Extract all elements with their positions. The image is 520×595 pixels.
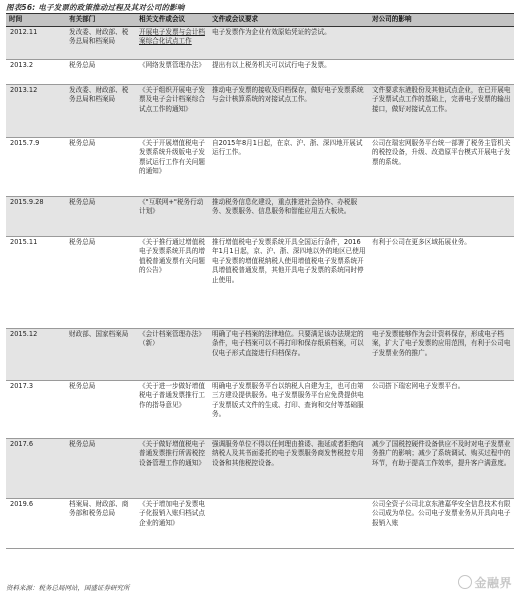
cell-doc: 《关于组织开展电子发票及电子会计档案综合试点工作的通知》	[136, 85, 209, 138]
table-body	[6, 27, 514, 549]
table-row	[6, 138, 514, 197]
cell-doc: 《关于推行通过增值税电子发票系统开具的增值税普通发票有关问题的公告》	[136, 237, 209, 329]
cell-dept: 税务总局	[66, 197, 136, 237]
header-dept: 有关部门	[66, 14, 136, 27]
table-row	[6, 85, 514, 138]
cell-doc: 《关于做好增值税电子普通发票推行所需税控设备管理工作的通知》	[136, 439, 209, 499]
cell-doc: 开展电子发票与会计档案综合化试点工作	[136, 27, 209, 60]
cell-impact	[369, 197, 514, 237]
cell-dept: 税务总局	[66, 60, 136, 85]
cell-req: 电子发票作为企业有效原始凭证的尝试。	[209, 27, 369, 60]
watermark-logo-icon	[458, 575, 472, 589]
cell-date: 2015.9.28	[6, 197, 66, 237]
cell-impact	[369, 27, 514, 60]
watermark	[458, 574, 512, 591]
cell-dept: 发改委、财政部、税务总局和档案局	[66, 85, 136, 138]
table-row	[6, 27, 514, 60]
cell-req: 推动电子发票的接收及归档保存，做好电子发票系统与会计核算系统的对接试点工作。	[209, 85, 369, 138]
cell-doc: 《关于进一步做好增值税电子普通发票推行工作的指导意见》	[136, 381, 209, 439]
cell-impact: 公司全资子公司北京东港嘉华安全信息技术有限公司成为单位。公司电子发票业务从开具向电子报销入账	[369, 499, 514, 549]
cell-impact: 减少了国税控硬件设备供应不及时对电子发票业务推广的影响；减少了系统调试、购买过程中的环节，有助于提高工作效率，提升客户满意度。	[369, 439, 514, 499]
header-req: 文件或会议要求	[209, 14, 369, 27]
cell-req	[209, 499, 369, 549]
cell-dept: 税务总局	[66, 237, 136, 329]
table-row	[6, 60, 514, 85]
cell-dept: 档案局、财政部、商务部和税务总局	[66, 499, 136, 549]
cell-req: 提出有以上税务机关可以试行电子发票。	[209, 60, 369, 85]
cell-impact: 公司在瑞宏网服务平台统一部署了税务主管机关的税控设备，升级、改造原平台模式开展电子发票的系统。	[369, 138, 514, 197]
cell-doc: 《网络发票管理办法》	[136, 60, 209, 85]
table-header-row	[6, 14, 514, 27]
cell-doc: 《会计档案管理办法》（新）	[136, 329, 209, 381]
cell-req: 推行增值税电子发票系统开具全国运行条件，2016年1月1日起，京、沪、浙、深四地以外的地区已使用电子发票的增值税纳税人使用增值税电子发票系统开具增值税普通发票，其他开具电子发票的系统同时停止使用。	[209, 237, 369, 329]
cell-dept: 财政部、国家档案局	[66, 329, 136, 381]
cell-impact: 电子发票能够作为会计资料保存，形成电子档案，扩大了电子发票的应用范围，有利于公司电子发票业务的推广。	[369, 329, 514, 381]
cell-doc: 《关于开展增值税电子发票系统升级版电子发票试运行工作有关问题的通知》	[136, 138, 209, 197]
cell-date: 2015.11	[6, 237, 66, 329]
table-row	[6, 439, 514, 499]
cell-dept: 税务总局	[66, 138, 136, 197]
table-row	[6, 329, 514, 381]
cell-date: 2015.7.9	[6, 138, 66, 197]
cell-date: 2019.6	[6, 499, 66, 549]
cell-req: 明确电子发票服务平台以纳税人自建为主，也可由第三方建设提供服务。电子发票服务平台应免费提供电子发票版式文件的生成、打印、查询和交付等基础服务。	[209, 381, 369, 439]
watermark-text: 金融界	[474, 576, 512, 590]
cell-req: 明确了电子档案的法律地位。只要满足该办法规定的条件，电子档案可以不再打印和保存纸质档案，可以仅电子形式直接进行归档保存。	[209, 329, 369, 381]
header-doc: 相关文件或会议	[136, 14, 209, 27]
cell-date: 2013.2	[6, 60, 66, 85]
cell-dept: 发改委、财政部、税务总局和档案局	[66, 27, 136, 60]
cell-dept: 税务总局	[66, 439, 136, 499]
cell-req: 推动税务信息化建设，重点推进社会协作、办税服务、发票服务、信息服务和智能应用五大板块。	[209, 197, 369, 237]
cell-date: 2015.12	[6, 329, 66, 381]
cell-impact: 公司搭下瑞宏网电子发票平台。	[369, 381, 514, 439]
header-impact: 对公司的影响	[369, 14, 514, 27]
cell-date: 2012.11	[6, 27, 66, 60]
table-row	[6, 237, 514, 329]
cell-req: 强调服务单位不得以任何理由推诿、拖延或者拒绝向纳税人及其书面委托的电子发票服务商发售税控专用设备和其他税控设备。	[209, 439, 369, 499]
source-footnote: 资料来源：税务总局网站，国盛证券研究所	[6, 584, 130, 592]
cell-doc: 《关于增加电子发票电子化报销入账归档试点企业的通知》	[136, 499, 209, 549]
cell-date: 2017.6	[6, 439, 66, 499]
policy-table	[6, 13, 514, 549]
cell-doc: 《"互联网+"税务行动计划》	[136, 197, 209, 237]
cell-impact	[369, 60, 514, 85]
header-date: 时间	[6, 14, 66, 27]
cell-date: 2017.3	[6, 381, 66, 439]
table-row	[6, 381, 514, 439]
table-row	[6, 499, 514, 549]
cell-impact: 有利于公司在更多区域拓展业务。	[369, 237, 514, 329]
cell-dept: 税务总局	[66, 381, 136, 439]
cell-req: 自2015年8月1日起，在京、沪、浙、深四地开展试运行工作。	[209, 138, 369, 197]
cell-date: 2013.12	[6, 85, 66, 138]
cell-impact: 文件要求东港股份及其他试点企业，在已开展电子发票试点工作的基础上，完善电子发票的输出接口，做好对接试点工作。	[369, 85, 514, 138]
table-row	[6, 197, 514, 237]
figure-caption: 图表56: 电子发票的政策推动过程及其对公司的影响	[6, 3, 185, 12]
